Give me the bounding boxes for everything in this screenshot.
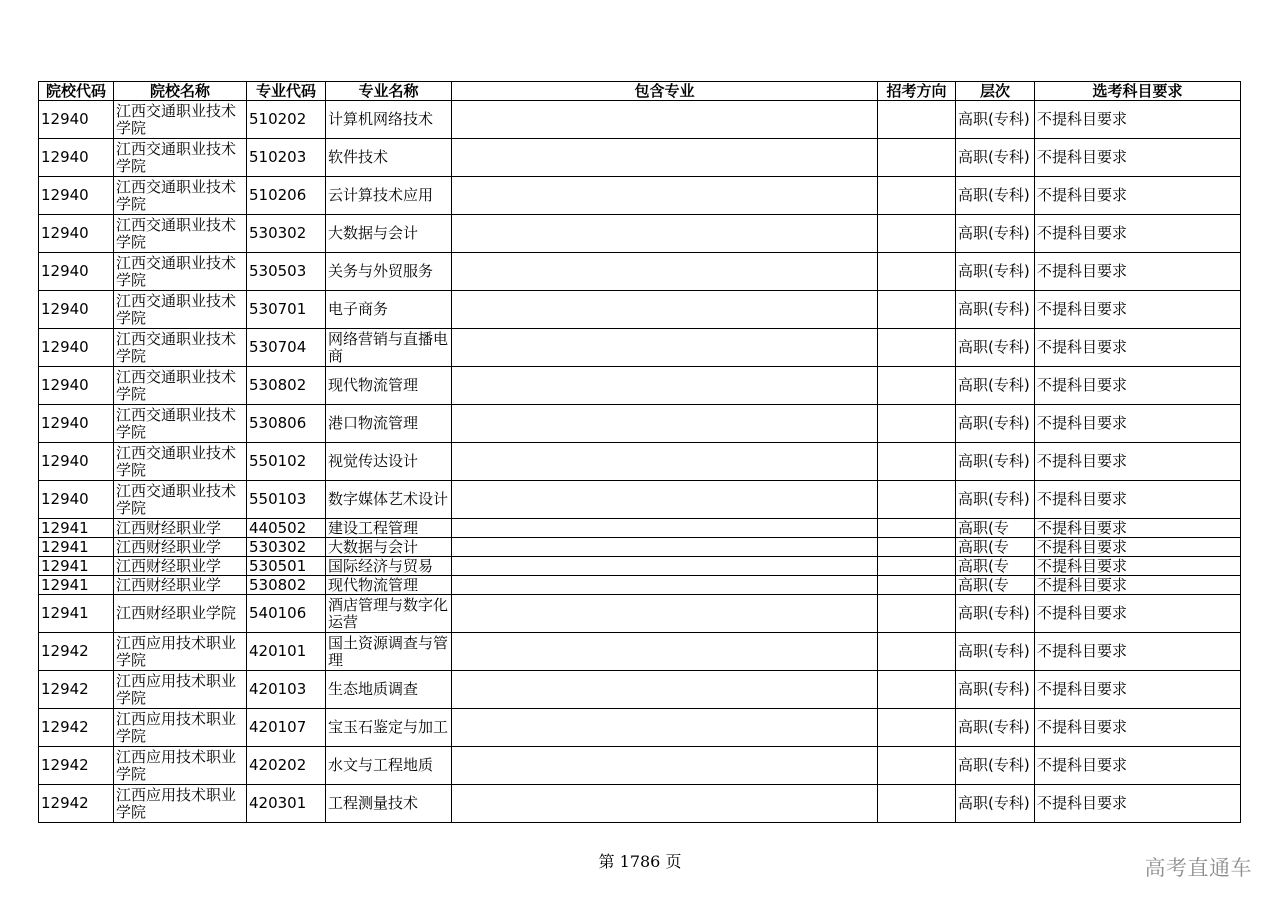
table-row <box>39 595 1241 633</box>
cell-major-code: 420101 <box>247 633 326 671</box>
cell-level: 高职(专 <box>956 576 1035 595</box>
cell-direction <box>878 709 956 747</box>
cell-major-name: 工程测量技术 <box>326 785 452 823</box>
table-row <box>39 405 1241 443</box>
cell-school-name: 江西交通职业技术学院 <box>114 291 247 329</box>
cell-included-majors <box>452 367 878 405</box>
cell-school-code: 12940 <box>39 481 114 519</box>
cell-direction <box>878 291 956 329</box>
cell-school-code: 12942 <box>39 785 114 823</box>
cell-direction <box>878 671 956 709</box>
table-row <box>39 101 1241 139</box>
cell-direction <box>878 101 956 139</box>
cell-level: 高职(专 <box>956 538 1035 557</box>
cell-school-name: 江西应用技术职业学院 <box>114 785 247 823</box>
cell-level: 高职(专 <box>956 519 1035 538</box>
cell-included-majors <box>452 101 878 139</box>
cell-subject-requirement: 不提科目要求 <box>1035 329 1241 367</box>
cell-school-code: 12940 <box>39 215 114 253</box>
table-row <box>39 481 1241 519</box>
header-row <box>39 82 1241 101</box>
cell-major-code: 530806 <box>247 405 326 443</box>
cell-school-name: 江西交通职业技术学院 <box>114 177 247 215</box>
table-row <box>39 709 1241 747</box>
table-row <box>39 557 1241 576</box>
cell-major-code: 550103 <box>247 481 326 519</box>
table-row <box>39 329 1241 367</box>
cell-included-majors <box>452 215 878 253</box>
cell-subject-requirement: 不提科目要求 <box>1035 633 1241 671</box>
cell-major-code: 540106 <box>247 595 326 633</box>
cell-level: 高职(专科) <box>956 671 1035 709</box>
cell-direction <box>878 443 956 481</box>
cell-included-majors <box>452 177 878 215</box>
cell-included-majors <box>452 785 878 823</box>
cell-included-majors <box>452 405 878 443</box>
cell-major-code: 530701 <box>247 291 326 329</box>
cell-direction <box>878 538 956 557</box>
cell-major-code: 440502 <box>247 519 326 538</box>
cell-direction <box>878 481 956 519</box>
cell-direction <box>878 557 956 576</box>
cell-school-name: 江西交通职业技术学院 <box>114 101 247 139</box>
cell-level: 高职(专科) <box>956 139 1035 177</box>
cell-school-name: 江西交通职业技术学院 <box>114 405 247 443</box>
table-row <box>39 367 1241 405</box>
table-row <box>39 576 1241 595</box>
cell-school-name: 江西财经职业学院 <box>114 595 247 633</box>
header-major-name: 专业名称 <box>326 82 452 101</box>
table-row <box>39 291 1241 329</box>
header-subject-requirement: 选考科目要求 <box>1035 82 1241 101</box>
cell-major-name: 软件技术 <box>326 139 452 177</box>
cell-school-name: 江西交通职业技术学院 <box>114 329 247 367</box>
cell-included-majors <box>452 253 878 291</box>
cell-school-name: 江西交通职业技术学院 <box>114 253 247 291</box>
cell-direction <box>878 633 956 671</box>
table-row <box>39 253 1241 291</box>
cell-major-code: 530704 <box>247 329 326 367</box>
cell-school-name: 江西财经职业学 <box>114 538 247 557</box>
cell-school-code: 12942 <box>39 747 114 785</box>
cell-level: 高职(专科) <box>956 101 1035 139</box>
cell-direction <box>878 177 956 215</box>
cell-school-code: 12942 <box>39 671 114 709</box>
cell-school-name: 江西交通职业技术学院 <box>114 215 247 253</box>
cell-school-name: 江西交通职业技术学院 <box>114 367 247 405</box>
cell-major-code: 510203 <box>247 139 326 177</box>
cell-level: 高职(专科) <box>956 253 1035 291</box>
cell-included-majors <box>452 595 878 633</box>
cell-school-name: 江西应用技术职业学院 <box>114 747 247 785</box>
cell-subject-requirement: 不提科目要求 <box>1035 557 1241 576</box>
cell-major-name: 酒店管理与数字化运营 <box>326 595 452 633</box>
cell-school-code: 12941 <box>39 557 114 576</box>
cell-major-name: 现代物流管理 <box>326 576 452 595</box>
cell-direction <box>878 139 956 177</box>
cell-school-code: 12940 <box>39 253 114 291</box>
cell-level: 高职(专科) <box>956 405 1035 443</box>
cell-major-name: 电子商务 <box>326 291 452 329</box>
cell-direction <box>878 405 956 443</box>
cell-major-code: 420103 <box>247 671 326 709</box>
cell-major-code: 510206 <box>247 177 326 215</box>
cell-level: 高职(专科) <box>956 215 1035 253</box>
cell-school-code: 12940 <box>39 177 114 215</box>
cell-school-code: 12940 <box>39 139 114 177</box>
cell-included-majors <box>452 329 878 367</box>
cell-major-name: 视觉传达设计 <box>326 443 452 481</box>
cell-direction <box>878 215 956 253</box>
table-row <box>39 747 1241 785</box>
cell-level: 高职(专科) <box>956 443 1035 481</box>
cell-school-code: 12940 <box>39 291 114 329</box>
cell-school-code: 12942 <box>39 709 114 747</box>
cell-subject-requirement: 不提科目要求 <box>1035 177 1241 215</box>
cell-direction <box>878 785 956 823</box>
header-direction: 招考方向 <box>878 82 956 101</box>
table-row <box>39 671 1241 709</box>
header-school-name: 院校名称 <box>114 82 247 101</box>
table-row <box>39 215 1241 253</box>
cell-school-code: 12940 <box>39 101 114 139</box>
cell-major-name: 水文与工程地质 <box>326 747 452 785</box>
cell-subject-requirement: 不提科目要求 <box>1035 785 1241 823</box>
cell-school-name: 江西应用技术职业学院 <box>114 671 247 709</box>
cell-school-name: 江西应用技术职业学院 <box>114 709 247 747</box>
cell-major-code: 530802 <box>247 367 326 405</box>
cell-level: 高职(专科) <box>956 291 1035 329</box>
cell-included-majors <box>452 671 878 709</box>
cell-direction <box>878 595 956 633</box>
admissions-table <box>38 81 1241 823</box>
cell-major-name: 网络营销与直播电商 <box>326 329 452 367</box>
cell-major-code: 420202 <box>247 747 326 785</box>
cell-subject-requirement: 不提科目要求 <box>1035 139 1241 177</box>
cell-school-code: 12941 <box>39 576 114 595</box>
cell-major-code: 530503 <box>247 253 326 291</box>
cell-major-code: 550102 <box>247 443 326 481</box>
cell-major-name: 宝玉石鉴定与加工 <box>326 709 452 747</box>
cell-major-name: 国土资源调查与管理 <box>326 633 452 671</box>
cell-major-code: 420301 <box>247 785 326 823</box>
cell-level: 高职(专科) <box>956 481 1035 519</box>
cell-subject-requirement: 不提科目要求 <box>1035 519 1241 538</box>
cell-subject-requirement: 不提科目要求 <box>1035 671 1241 709</box>
cell-included-majors <box>452 519 878 538</box>
cell-school-code: 12942 <box>39 633 114 671</box>
cell-included-majors <box>452 443 878 481</box>
cell-major-code: 530802 <box>247 576 326 595</box>
cell-major-name: 现代物流管理 <box>326 367 452 405</box>
cell-school-name: 江西应用技术职业学院 <box>114 633 247 671</box>
cell-school-code: 12941 <box>39 595 114 633</box>
cell-level: 高职(专科) <box>956 367 1035 405</box>
cell-school-name: 江西交通职业技术学院 <box>114 443 247 481</box>
table-row <box>39 633 1241 671</box>
cell-school-name: 江西财经职业学 <box>114 557 247 576</box>
cell-major-name: 建设工程管理 <box>326 519 452 538</box>
cell-major-name: 生态地质调查 <box>326 671 452 709</box>
table-row <box>39 177 1241 215</box>
table-row <box>39 785 1241 823</box>
cell-school-code: 12941 <box>39 538 114 557</box>
cell-direction <box>878 747 956 785</box>
watermark-text: 高考直通车 <box>1144 856 1252 880</box>
cell-school-code: 12940 <box>39 443 114 481</box>
header-included-majors: 包含专业 <box>452 82 878 101</box>
cell-subject-requirement: 不提科目要求 <box>1035 747 1241 785</box>
cell-subject-requirement: 不提科目要求 <box>1035 291 1241 329</box>
cell-subject-requirement: 不提科目要求 <box>1035 576 1241 595</box>
cell-subject-requirement: 不提科目要求 <box>1035 253 1241 291</box>
header-major-code: 专业代码 <box>247 82 326 101</box>
cell-included-majors <box>452 747 878 785</box>
cell-included-majors <box>452 291 878 329</box>
cell-school-name: 江西交通职业技术学院 <box>114 139 247 177</box>
cell-major-name: 计算机网络技术 <box>326 101 452 139</box>
cell-major-code: 530302 <box>247 215 326 253</box>
cell-included-majors <box>452 481 878 519</box>
cell-included-majors <box>452 633 878 671</box>
cell-school-name: 江西财经职业学 <box>114 519 247 538</box>
cell-level: 高职(专科) <box>956 633 1035 671</box>
table-body <box>39 101 1241 823</box>
cell-direction <box>878 367 956 405</box>
cell-level: 高职(专科) <box>956 747 1035 785</box>
cell-major-name: 国际经济与贸易 <box>326 557 452 576</box>
table-row <box>39 538 1241 557</box>
cell-school-name: 江西交通职业技术学院 <box>114 481 247 519</box>
cell-direction <box>878 576 956 595</box>
cell-included-majors <box>452 557 878 576</box>
table-row <box>39 443 1241 481</box>
page-number: 第 1786 页 <box>598 852 682 871</box>
cell-subject-requirement: 不提科目要求 <box>1035 538 1241 557</box>
cell-direction <box>878 253 956 291</box>
table-header <box>39 82 1241 101</box>
cell-subject-requirement: 不提科目要求 <box>1035 595 1241 633</box>
cell-major-name: 港口物流管理 <box>326 405 452 443</box>
cell-included-majors <box>452 139 878 177</box>
cell-major-name: 云计算技术应用 <box>326 177 452 215</box>
cell-direction <box>878 329 956 367</box>
cell-subject-requirement: 不提科目要求 <box>1035 443 1241 481</box>
cell-subject-requirement: 不提科目要求 <box>1035 215 1241 253</box>
cell-included-majors <box>452 709 878 747</box>
cell-level: 高职(专 <box>956 557 1035 576</box>
cell-included-majors <box>452 538 878 557</box>
cell-major-code: 530501 <box>247 557 326 576</box>
cell-major-code: 420107 <box>247 709 326 747</box>
cell-level: 高职(专科) <box>956 785 1035 823</box>
cell-direction <box>878 519 956 538</box>
cell-major-name: 数字媒体艺术设计 <box>326 481 452 519</box>
header-school-code: 院校代码 <box>39 82 114 101</box>
cell-subject-requirement: 不提科目要求 <box>1035 367 1241 405</box>
cell-major-code: 530302 <box>247 538 326 557</box>
cell-level: 高职(专科) <box>956 177 1035 215</box>
table-row <box>39 519 1241 538</box>
cell-school-code: 12940 <box>39 367 114 405</box>
header-level: 层次 <box>956 82 1035 101</box>
cell-subject-requirement: 不提科目要求 <box>1035 101 1241 139</box>
cell-level: 高职(专科) <box>956 595 1035 633</box>
cell-subject-requirement: 不提科目要求 <box>1035 481 1241 519</box>
cell-major-name: 大数据与会计 <box>326 215 452 253</box>
cell-level: 高职(专科) <box>956 329 1035 367</box>
cell-major-name: 大数据与会计 <box>326 538 452 557</box>
cell-level: 高职(专科) <box>956 709 1035 747</box>
cell-major-name: 关务与外贸服务 <box>326 253 452 291</box>
cell-school-code: 12940 <box>39 329 114 367</box>
cell-major-code: 510202 <box>247 101 326 139</box>
cell-subject-requirement: 不提科目要求 <box>1035 709 1241 747</box>
cell-school-code: 12941 <box>39 519 114 538</box>
cell-school-name: 江西财经职业学 <box>114 576 247 595</box>
cell-subject-requirement: 不提科目要求 <box>1035 405 1241 443</box>
cell-included-majors <box>452 576 878 595</box>
cell-school-code: 12940 <box>39 405 114 443</box>
table-row <box>39 139 1241 177</box>
